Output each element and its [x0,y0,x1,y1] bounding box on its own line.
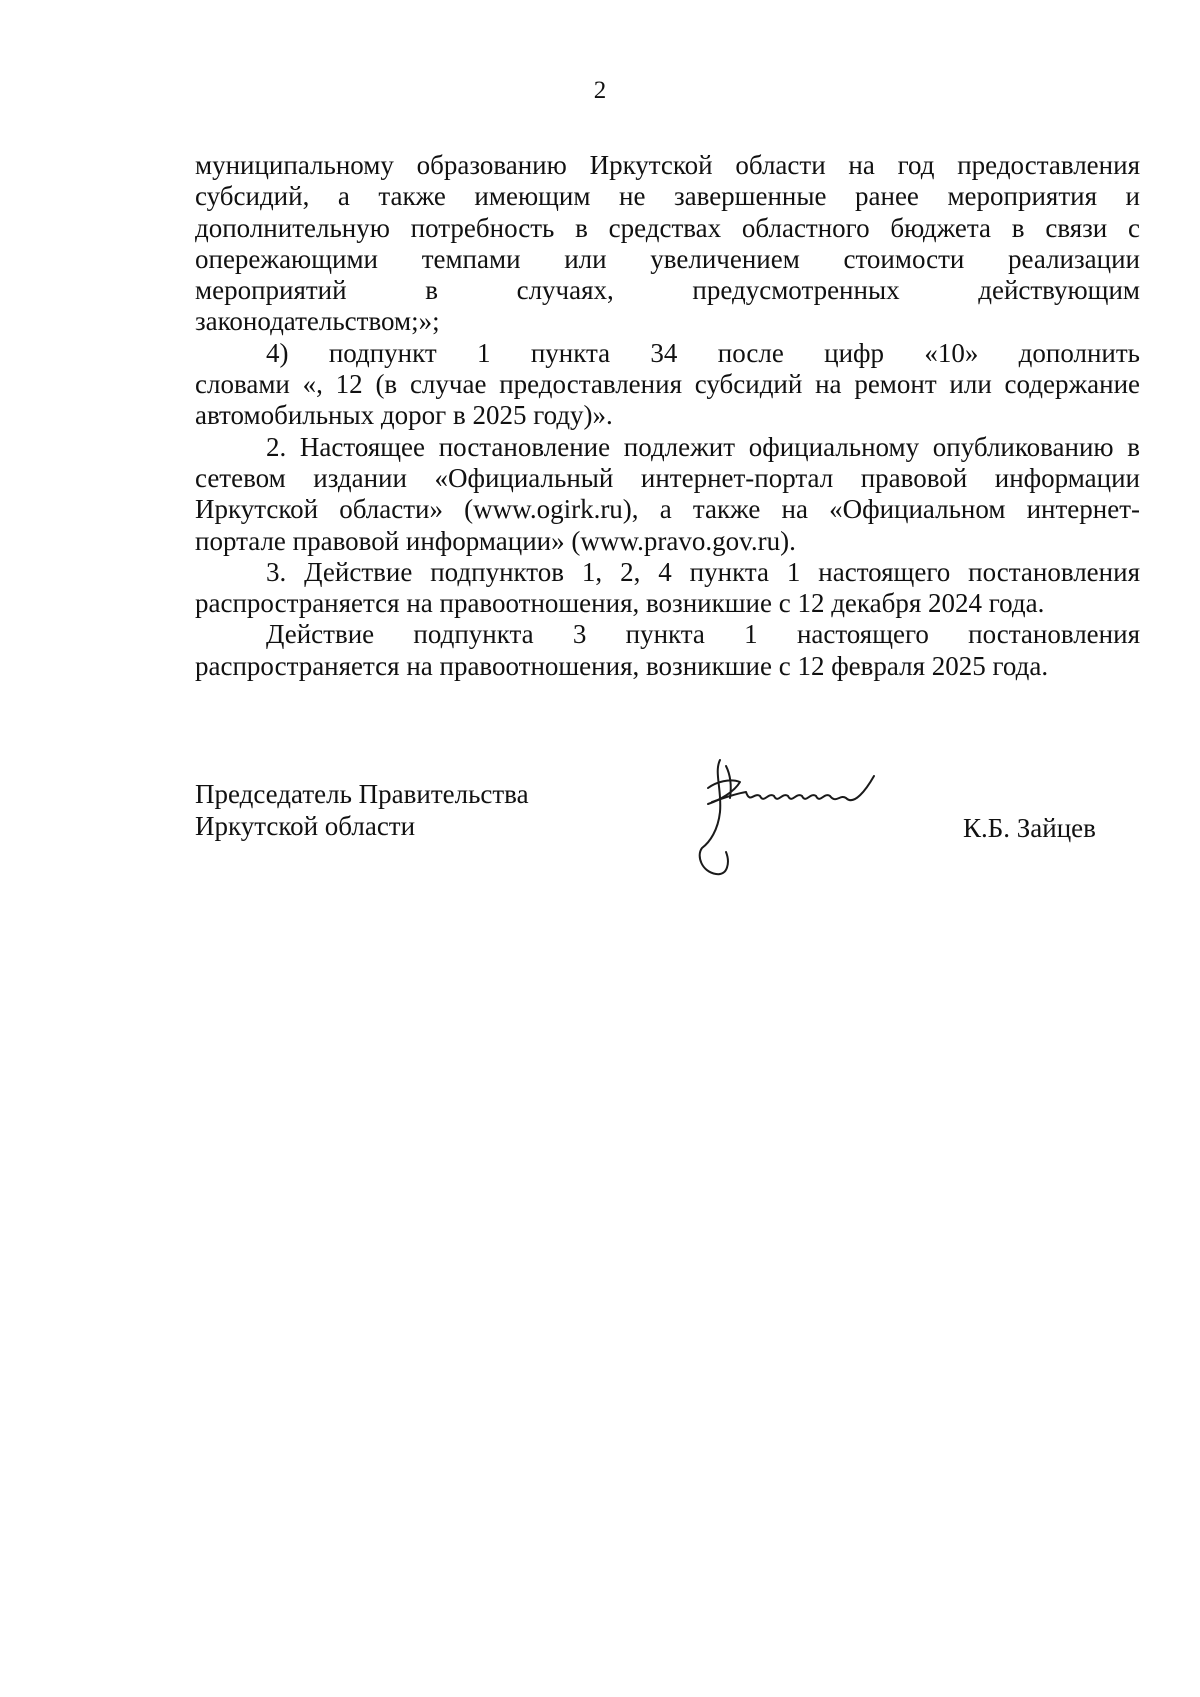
paragraph-2 [195,338,1140,432]
signatory-name: К.Б. Зайцев [963,813,1096,843]
paragraph-4 [195,557,1140,620]
paragraph-1 [195,150,1140,338]
paragraph-3 [195,432,1140,557]
text-line: дополнительную потребность в средствах областного бюджета в связи с [195,212,1140,243]
text-line: Иркутской области» (www.ogirk.ru), а также на «Официальном интернет- [195,494,1140,525]
signatory-title [195,778,529,842]
handwritten-signature [690,752,910,882]
text-line: Действие подпункта 3 пункта 1 настоящего постановления [266,619,1140,650]
text-line: сетевом издании «Официальный интернет-портал правовой информации [195,462,1140,493]
text-line: 3. Действие подпунктов 1, 2, 4 пункта 1 настоящего постановления [266,556,1140,587]
text-line: субсидий, а также имеющим не завершенные ранее мероприятия и [195,181,1140,212]
text-line: муниципальному образованию Иркутской области на год предоставления [195,150,1140,180]
document-body [195,150,1140,682]
text-line: мероприятий в случаях, предусмотренных действующим [195,275,1140,306]
paragraph-5 [195,619,1140,682]
text-line: словами «, 12 (в случае предоставления субсидий на ремонт или содержание [195,369,1140,400]
text-line: опережающими темпами или увеличением стоимости реализации [195,243,1140,274]
text-line: законодательством;»; [195,306,440,337]
signatory-title-line-1: Председатель Правительства [195,779,529,809]
text-line: портале правовой информации» (www.pravo.gov.ru). [195,525,796,556]
signatory-title-line-2: Иркутской области [195,811,416,841]
text-line: распространяется на правоотношения, возникшие с 12 декабря 2024 года. [195,588,1045,619]
text-line: распространяется на правоотношения, возникшие с 12 февраля 2025 года. [195,650,1049,681]
text-line: автомобильных дорог в 2025 году)». [195,400,613,431]
text-line: 4) подпункт 1 пункта 34 после цифр «10» дополнить [266,337,1140,368]
text-line: 2. Настоящее постановление подлежит официальному опубликованию в [266,431,1140,462]
page-number: 2 [593,77,607,104]
